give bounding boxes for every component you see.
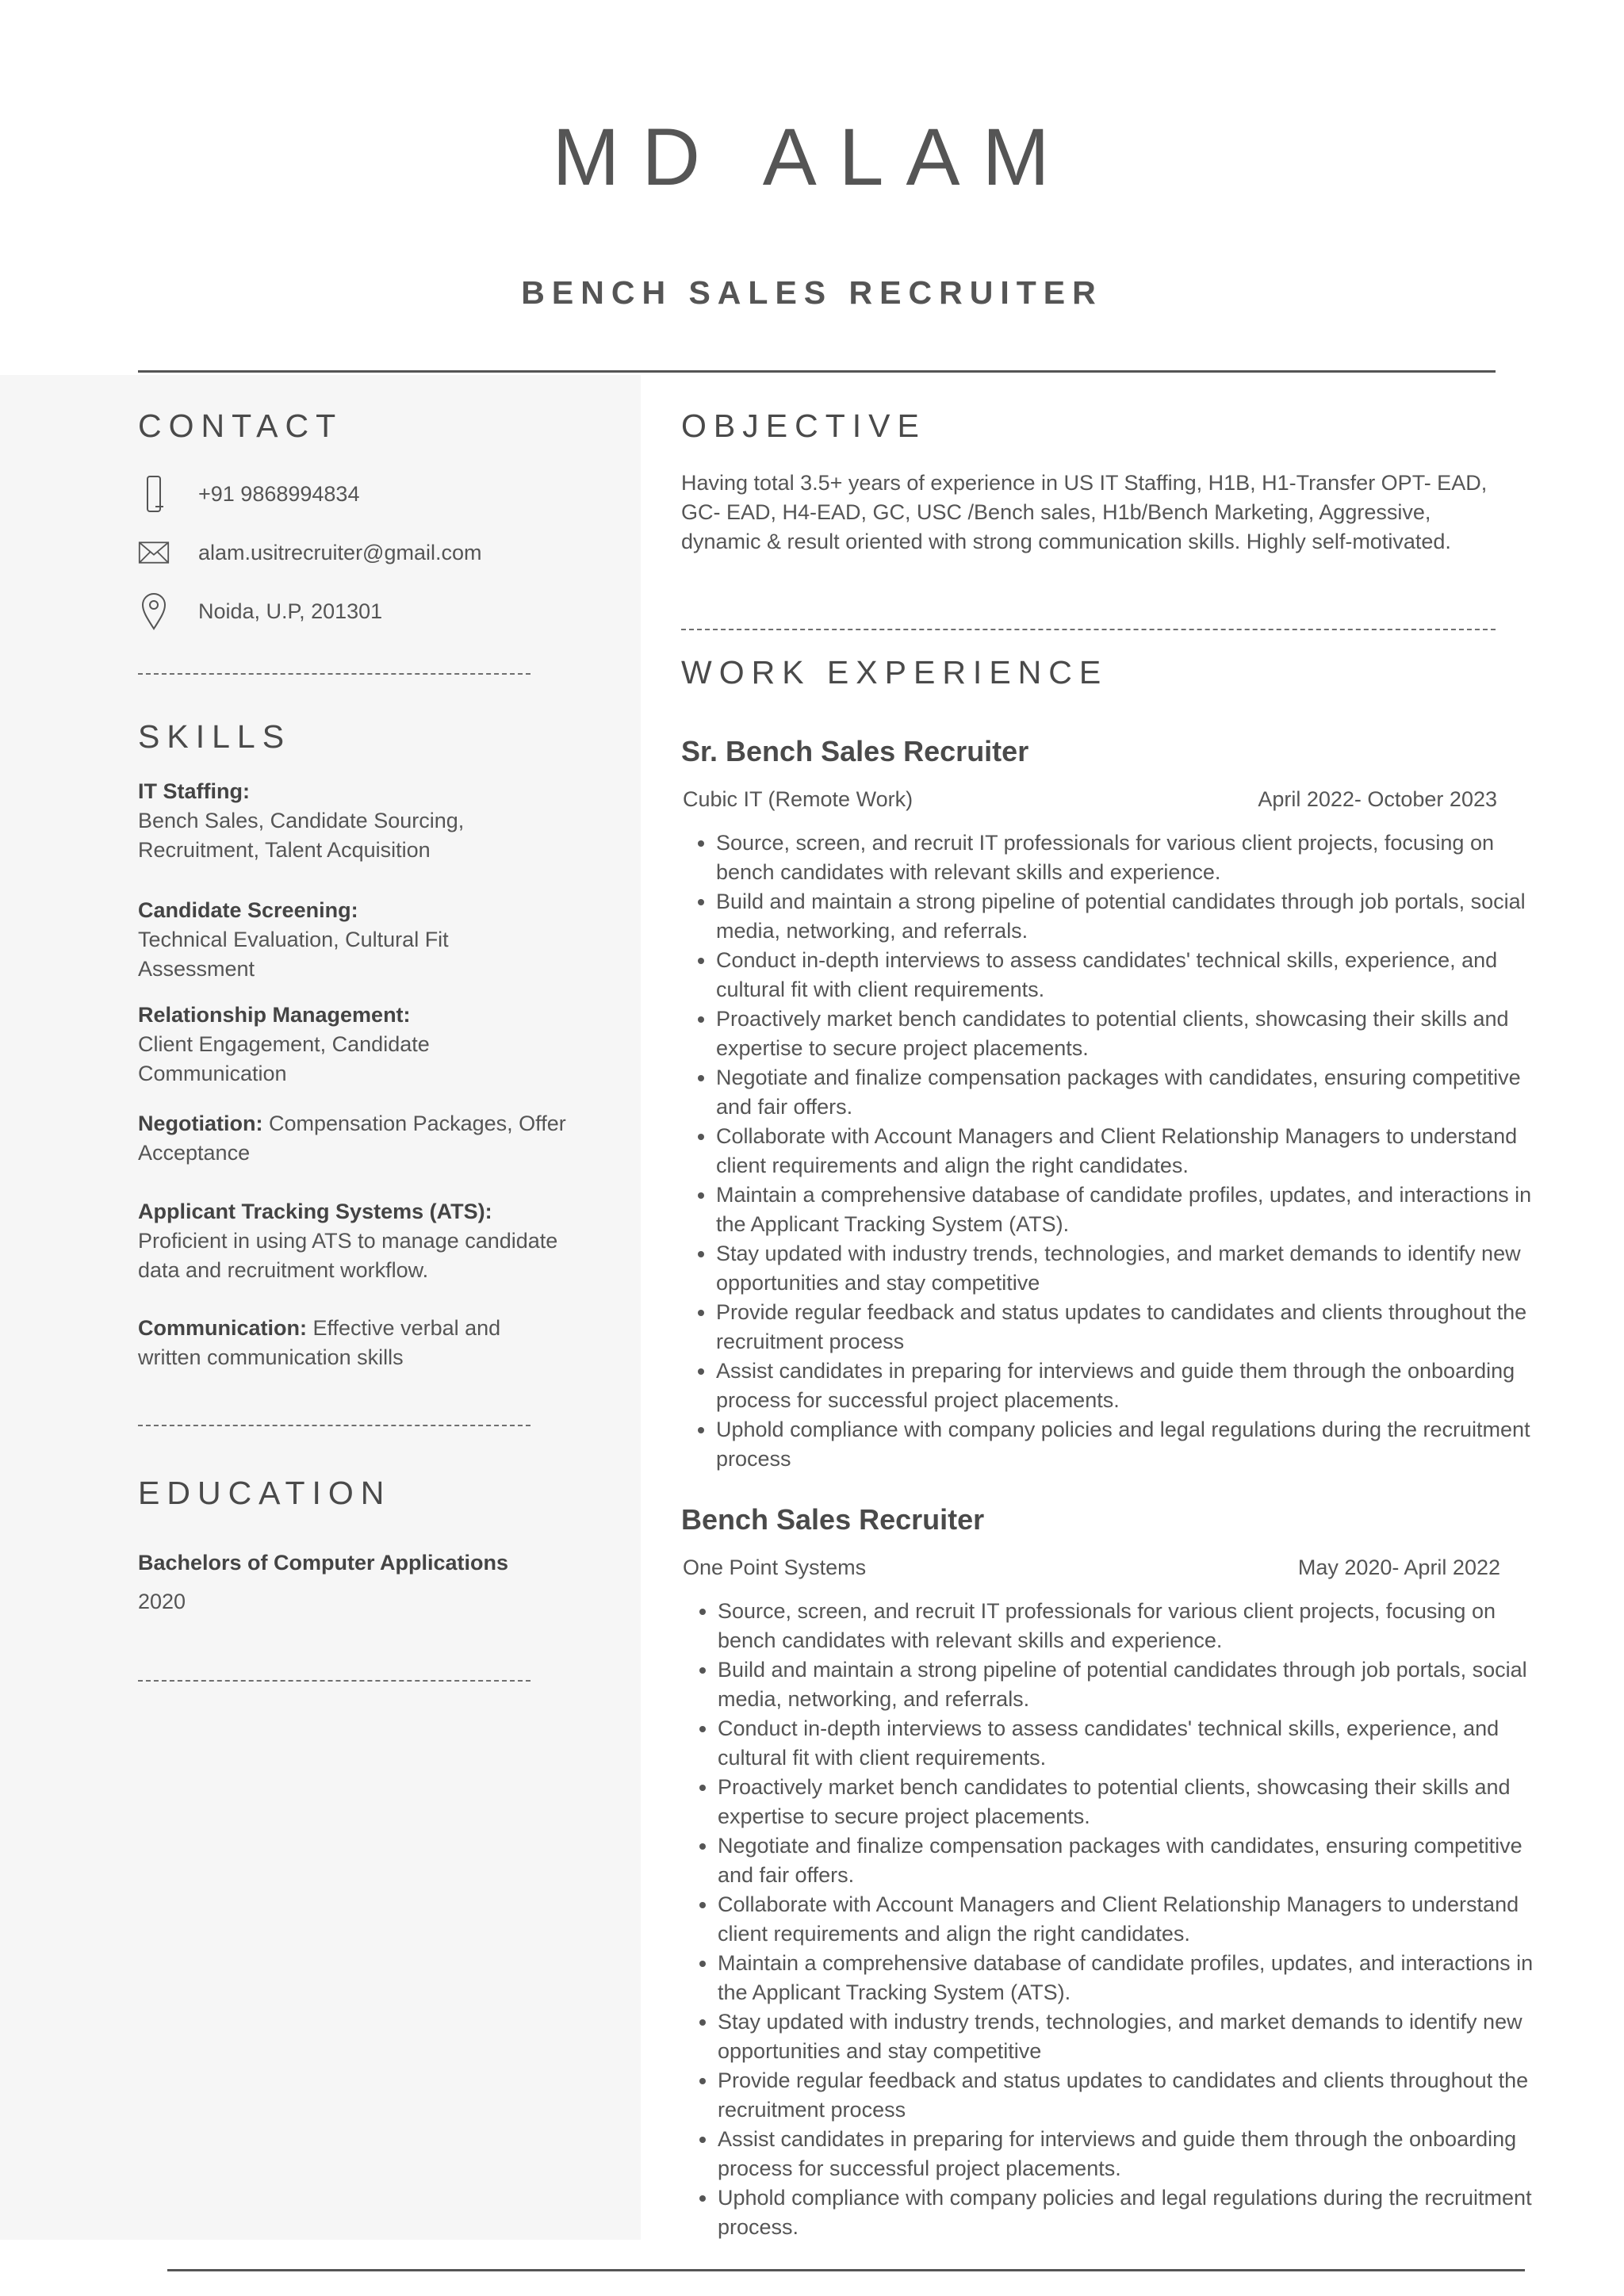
objective-text: Having total 3.5+ years of experience in US IT Staffing, H1B, H1-Transfer OPT- EAD, GC- EAD, H4-EAD, GC, USC /Bench sales, H1b/Bench Marketing, Aggressive, dynamic & result oriented with strong communication skills. Highly self-motivated. — [681, 471, 1488, 553]
skill-item — [138, 1001, 566, 1089]
education-degree: Bachelors of Computer Applications — [138, 1551, 509, 1575]
location-pin-icon — [138, 591, 170, 631]
phone-number: +91 9868994834 — [198, 481, 360, 506]
sidebar — [0, 375, 641, 2240]
skill-label: Negotiation: — [138, 1112, 263, 1135]
footer-divider — [167, 2269, 1525, 2271]
list-item: • Source, screen, and recruit IT professionals for various client projects, focusing on bench candidates with relevant skills and experience. — [718, 1597, 1534, 1655]
skills-divider — [138, 1425, 530, 1426]
list-item: • Conduct in-depth interviews to assess candidates' technical skills, experience, and cultural fit with client requirements. — [718, 1714, 1534, 1773]
job-responsibilities — [681, 828, 1533, 1474]
list-item: • Negotiate and finalize compensation packages with candidates, ensuring competitive and fair offers. — [718, 1831, 1534, 1890]
job-meta — [683, 1556, 1500, 1580]
list-item: • Provide regular feedback and status updates to candidates and clients throughout the recruitment process — [718, 2066, 1534, 2125]
phone-icon — [138, 474, 170, 514]
skill-text: Proficient in using ATS to manage candidate data and recruitment workflow. — [138, 1229, 558, 1282]
list-item: • Source, screen, and recruit IT professionals for various client projects, focusing on bench candidates with relevant skills and experience. — [716, 828, 1533, 887]
list-item: • Assist candidates in preparing for interviews and guide them through the onboarding process for successful project placements. — [716, 1357, 1533, 1415]
objective-heading: OBJECTIVE — [681, 408, 926, 444]
contact-email — [138, 533, 482, 572]
job-meta — [683, 787, 1497, 812]
job-title-heading: BENCH SALES RECRUITER — [521, 274, 1103, 311]
list-item: • Maintain a comprehensive database of candidate profiles, updates, and interactions in the Applicant Tracking System (ATS). — [716, 1181, 1533, 1239]
contact-location — [138, 591, 382, 631]
skill-text: Effective verbal and written communication skills — [138, 1316, 501, 1369]
job-company: One Point Systems — [683, 1556, 867, 1579]
list-item: • Conduct in-depth interviews to assess candidates' technical skills, experience, and cultural fit with client requirements. — [716, 946, 1533, 1004]
skill-item — [138, 1109, 566, 1168]
education-year: 2020 — [138, 1590, 186, 1613]
list-item: • Proactively market bench candidates to potential clients, showcasing their skills and expertise to secure project placements. — [718, 1773, 1534, 1831]
list-item: • Collaborate with Account Managers and Client Relationship Managers to understand client requirements and align the right candidates. — [716, 1122, 1533, 1181]
objective-divider — [681, 629, 1496, 630]
skill-item — [138, 896, 566, 984]
contact-heading: CONTACT — [138, 408, 343, 444]
list-item: • Proactively market bench candidates to potential clients, showcasing their skills and expertise to secure project placements. — [716, 1004, 1533, 1063]
skill-text: Client Engagement, Candidate Communication — [138, 1032, 430, 1085]
skill-text: Technical Evaluation, Cultural Fit Assessment — [138, 928, 449, 981]
job-title: Bench Sales Recruiter — [681, 1503, 985, 1536]
contact-phone — [138, 474, 359, 514]
skill-label: IT Staffing: — [138, 779, 250, 803]
job-dates: April 2022- October 2023 — [1258, 787, 1497, 811]
list-item: • Build and maintain a strong pipeline of potential candidates through job portals, social media, networking, and referrals. — [718, 1655, 1534, 1714]
candidate-name: MD ALAM — [552, 112, 1072, 202]
work-experience-heading: WORK EXPERIENCE — [681, 654, 1109, 691]
skill-item — [138, 1314, 566, 1372]
education-divider — [138, 1680, 530, 1682]
header-divider — [138, 370, 1496, 373]
list-item: • Assist candidates in preparing for interviews and guide them through the onboarding process for successful project placements. — [718, 2125, 1534, 2183]
skill-text: Compensation Packages, Offer Acceptance — [138, 1112, 566, 1165]
list-item: • Provide regular feedback and status updates to candidates and clients throughout the recruitment process — [716, 1298, 1533, 1357]
location-text: Noida, U.P, 201301 — [198, 599, 383, 623]
list-item: • Uphold compliance with company policies and legal regulations during the recruitment process — [716, 1415, 1533, 1474]
skill-label: Communication: — [138, 1316, 307, 1340]
list-item: • Build and maintain a strong pipeline of potential candidates through job portals, social media, networking, and referrals. — [716, 887, 1533, 946]
job-dates: May 2020- April 2022 — [1297, 1556, 1500, 1579]
job-title: Sr. Bench Sales Recruiter — [681, 735, 1029, 767]
education-heading: EDUCATION — [138, 1475, 392, 1511]
job-responsibilities — [683, 1597, 1534, 2242]
job-company: Cubic IT (Remote Work) — [683, 787, 914, 811]
email-address: alam.usitrecruiter@gmail.com — [198, 540, 482, 564]
skill-text: Bench Sales, Candidate Sourcing, Recruitment, Talent Acquisition — [138, 809, 465, 862]
list-item: • Maintain a comprehensive database of candidate profiles, updates, and interactions in the Applicant Tracking System (ATS). — [718, 1949, 1534, 2007]
list-item: • Uphold compliance with company policies and legal regulations during the recruitment process. — [718, 2183, 1534, 2242]
skill-item — [138, 777, 566, 865]
list-item: • Negotiate and finalize compensation packages with candidates, ensuring competitive and fair offers. — [716, 1063, 1533, 1122]
mail-icon — [138, 533, 170, 572]
skill-label: Applicant Tracking Systems (ATS): — [138, 1200, 492, 1223]
skill-item — [138, 1197, 566, 1285]
list-item: • Stay updated with industry trends, technologies, and market demands to identify new opportunities and stay competitive — [718, 2007, 1534, 2066]
skill-label: Relationship Management: — [138, 1003, 411, 1027]
skills-heading: SKILLS — [138, 718, 292, 755]
list-item: • Stay updated with industry trends, technologies, and market demands to identify new opportunities and stay competitive — [716, 1239, 1533, 1298]
list-item: • Collaborate with Account Managers and Client Relationship Managers to understand client requirements and align the right candidates. — [718, 1890, 1534, 1949]
contact-divider — [138, 673, 530, 675]
skill-label: Candidate Screening: — [138, 898, 358, 922]
